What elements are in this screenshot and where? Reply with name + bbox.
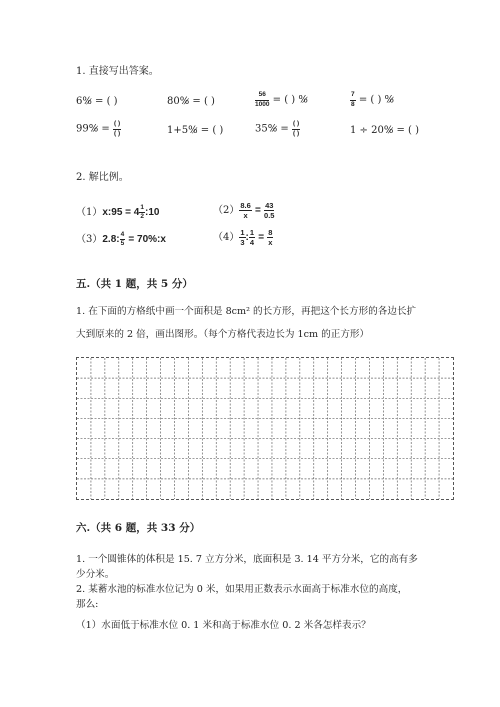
fraction: $\frac{1}{4}$ [249,227,255,247]
equals-sign: = [255,205,261,216]
fraction: $\frac{8.6}{x}$ [240,200,251,220]
fraction: $\frac{1}{3}$ [240,227,245,247]
s5-text-line-1: 1. 在下面的方格纸中画一个面积是 8cm² 的长方形，再把这个长方形的各边长扩 [76,306,417,317]
proportion-label: （4） [213,232,240,243]
s6-text-line-3: 2. 某蓄水池的标准水位记为 0 米，如果用正数表示水面高于标准水位的高度， [76,584,408,595]
q1-item-2: 80%̷ = ( ) [167,96,215,107]
proportion-2 [213,201,274,220]
s6-text-line-4: 那么: [76,599,99,610]
blank-fraction: $\frac{( )}{( )}$ [113,120,121,137]
s6-text-line-1: 1. 一个圆锥体的体积是 15. 7 立方分米，底面积是 3. 14 平方分米，它的高有多 [76,554,418,565]
fraction: $\frac{56}{1000}$ [255,91,270,108]
proportion-expr: 2.8: [102,234,120,245]
grid-lines [77,358,453,499]
q1-item-8: 1 ÷ 20%̷ = ( ) [350,125,420,136]
fraction: $\frac{4}{5}$ [120,230,125,247]
proportion-3 [76,230,166,248]
proportion-label: （2） [213,205,240,216]
square-grid-paper[interactable] [76,357,454,500]
proportion-tail: :10 [144,207,160,218]
s6-text-line-2: 少分米。 [76,569,115,580]
equals-sign: = [258,232,265,243]
section-6-heading: 六.（共 6 题，共 33 分） [76,522,201,534]
q1-item-1: 6%̷ = ( ) [76,96,118,107]
proportion-label: （1） [76,207,103,218]
q1-item-6: 1+5%̷ = ( ) [167,125,224,136]
colon: : [245,232,249,243]
q1-item-5 [76,121,121,137]
fraction: $\frac{1}{2}$ [140,203,144,220]
proportion-4 [213,228,273,247]
q1-item-5-pre: 99%̷ = [76,123,110,135]
proportion-expr: x:95 = 4 [102,207,140,218]
proportion-label: （3） [76,234,103,245]
q1-item-4 [350,92,394,108]
blank-fraction: $\frac{( )}{( )}$ [292,120,300,137]
section-5-heading: 五.（共 1 题，共 5 分） [76,278,193,290]
fraction: $\frac{43}{0.5}$ [264,200,275,220]
proportion-tail: = 70%:x [128,234,166,245]
q1-item-7 [255,121,300,137]
q1-title: 1. 直接写出答案。 [76,66,159,77]
q1-item-7-pre: 35%̷ = [255,123,289,135]
q2-title: 2. 解比例。 [76,172,129,183]
s5-text-line-2: 大到原来的 2 倍，画出图形。（每个方格代表边长为 1cm 的正方形） [76,329,370,340]
s6-text-line-5: （1）水面低于标准水位 0. 1 米和高于标准水位 0. 2 米各怎样表示？ [76,620,371,631]
proportion-1 [76,203,159,221]
q1-item-3 [255,92,308,108]
fraction: $\frac{8}{x}$ [268,227,273,247]
fraction: $\frac{7}{8}$ [351,91,355,108]
q1-item-4-tail: = ( ) %̷ [358,94,395,106]
q1-item-3-tail: = ( ) %̷ [272,94,308,106]
